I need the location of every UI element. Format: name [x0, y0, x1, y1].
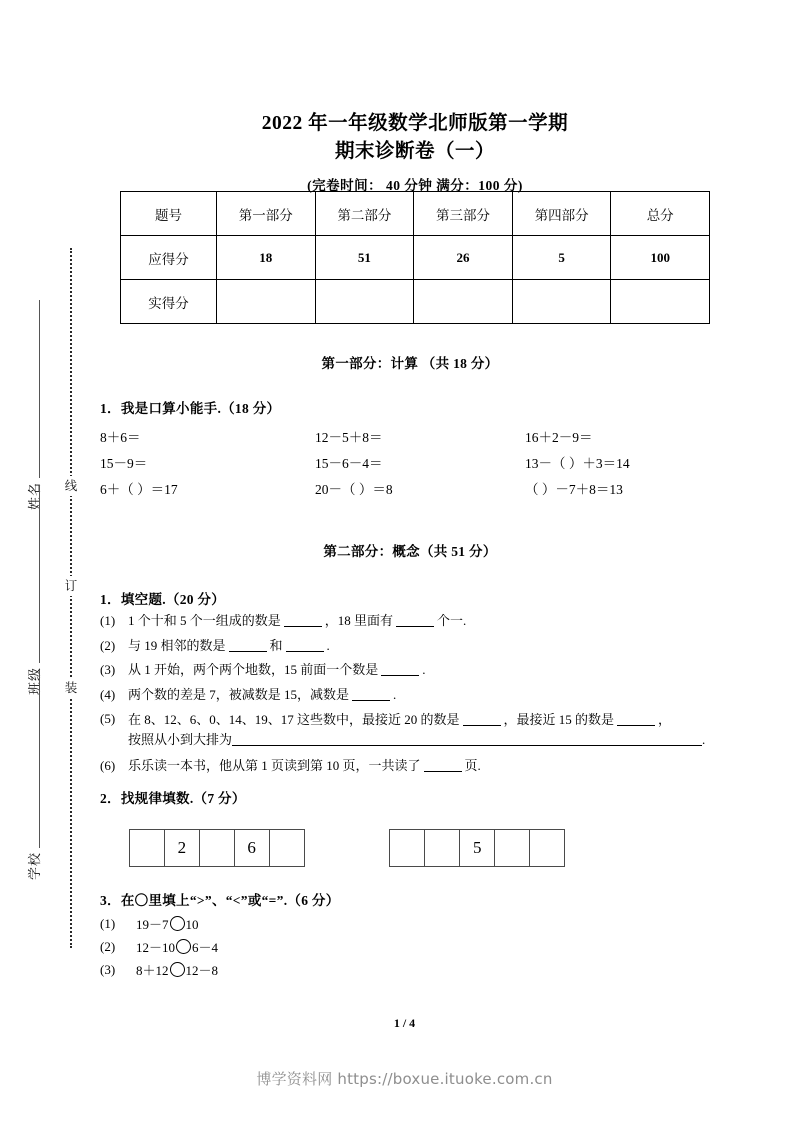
item-body [128, 637, 725, 655]
actual-score-total[interactable] [611, 280, 710, 324]
list-item [100, 710, 725, 750]
list-item [100, 686, 725, 704]
item-index: (6) [100, 757, 116, 773]
pattern-cell[interactable]: 6 [234, 829, 270, 867]
calc-item: 8＋6＝ [100, 430, 141, 445]
item-index: (5) [100, 711, 116, 726]
score-table-col-1: 第一部分 [217, 192, 316, 236]
calc-item: 12－5＋8＝ [315, 430, 383, 445]
q3-heading: 2．找规律填数.（7 分） [100, 791, 246, 806]
student-name-field[interactable] [24, 300, 43, 510]
answer-blank[interactable] [463, 712, 501, 726]
pattern-cell[interactable] [424, 829, 460, 867]
calc-item: 20－（ ）＝8 [315, 482, 393, 497]
item-body [128, 661, 725, 679]
comparison-circle[interactable] [176, 939, 191, 954]
actual-score-1[interactable] [217, 280, 316, 324]
expected-score-4: 5 [512, 236, 611, 280]
q1-calculation-grid [100, 423, 720, 501]
list-item [100, 912, 218, 935]
q4-comparison-list [100, 912, 218, 981]
item-text: . [326, 637, 330, 653]
comparison-circle[interactable] [170, 962, 185, 977]
calc-row [100, 423, 720, 449]
calc-item: 15－9＝ [100, 456, 148, 471]
item-body [136, 937, 218, 956]
item-text: 1 个十和 5 个一组成的数是 [128, 613, 281, 628]
compare-left: 8＋12 [136, 963, 169, 978]
calc-item: 15－6－4＝ [315, 456, 383, 471]
item-text: 按照从小到大排为 [128, 732, 233, 747]
score-table-col-total: 总分 [611, 192, 710, 236]
student-class-field[interactable] [24, 485, 43, 695]
item-text: ， [658, 712, 672, 727]
compare-left: 19－7 [136, 917, 169, 932]
pattern-cell[interactable] [129, 829, 165, 867]
item-text: . [422, 662, 426, 677]
score-table-col-4: 第四部分 [512, 192, 611, 236]
answer-blank-long[interactable] [232, 732, 702, 746]
compare-right: 12－8 [185, 963, 219, 978]
pattern-grid-gap [305, 829, 391, 867]
score-table-row-label: 题号 [121, 192, 217, 236]
compare-left: 12－10 [136, 940, 176, 955]
compare-right: 10 [185, 917, 199, 932]
item-index: (4) [100, 686, 116, 702]
page-title-line1: 2022 年一年级数学北师版第一学期 [261, 113, 569, 134]
student-school-label: 学校 [27, 851, 42, 880]
list-item [100, 958, 218, 981]
pattern-cell[interactable]: 5 [459, 829, 495, 867]
item-index: (3) [100, 662, 116, 677]
item-line-1 [128, 712, 671, 727]
calc-item: （ ）－7＋8＝13 [525, 482, 623, 497]
pattern-cell[interactable]: 2 [164, 829, 200, 867]
comparison-circle[interactable] [170, 916, 185, 931]
page-title-line2: 期末诊断卷（一） [334, 141, 495, 162]
fold-char-zhuang: 装 [61, 678, 81, 698]
calc-item: 16＋2－9＝ [525, 430, 593, 445]
pattern-grid-2 [391, 829, 566, 867]
calc-row [100, 475, 720, 501]
expected-score-total: 100 [611, 236, 710, 280]
table-row-headers [121, 192, 710, 236]
pattern-cell[interactable] [199, 829, 235, 867]
answer-blank[interactable] [617, 712, 655, 726]
expected-score-1: 18 [217, 236, 316, 280]
list-item [100, 612, 725, 630]
item-text: 从 1 开始，两个两个地数，15 前面一个数是 [128, 662, 379, 677]
student-name-rule [38, 300, 40, 478]
list-item [100, 757, 725, 775]
q3-pattern-grids [130, 829, 565, 867]
part2-section-header: 第二部分：概念（共 51 分） [323, 544, 497, 559]
page-number: 1 / 4 [393, 1016, 416, 1030]
actual-score-3[interactable] [414, 280, 513, 324]
answer-blank[interactable] [396, 613, 434, 627]
score-table [120, 191, 710, 324]
item-index: (2) [100, 637, 116, 653]
margin-student-fields [24, 250, 70, 880]
item-body [128, 757, 725, 775]
item-text: . [702, 732, 706, 747]
item-line-2 [128, 730, 725, 750]
student-class-rule [38, 485, 40, 663]
item-text: . [393, 686, 397, 702]
pattern-grid-1 [130, 829, 305, 867]
answer-blank[interactable] [352, 687, 390, 701]
item-body [136, 960, 218, 979]
fold-char-ding: 订 [61, 576, 81, 596]
item-text: ，最接近 15 的数是 [503, 712, 615, 727]
score-table-col-2: 第二部分 [315, 192, 414, 236]
document-title-block [120, 110, 710, 194]
item-body [128, 686, 725, 704]
item-index: (3) [100, 961, 116, 977]
student-school-rule [38, 670, 40, 848]
part1-section-header: 第一部分：计算 （共 18 分） [321, 356, 499, 371]
calc-item: 6＋（ ）＝17 [100, 482, 178, 497]
answer-blank[interactable] [229, 638, 267, 652]
item-body [128, 710, 725, 750]
item-text: 两个数的差是 7，被减数是 15，减数是 [128, 686, 350, 702]
student-school-field[interactable] [24, 670, 43, 880]
item-index: (1) [100, 613, 116, 628]
actual-score-2[interactable] [315, 280, 414, 324]
fold-char-xian: 线 [61, 476, 81, 496]
student-name-label: 姓名 [27, 481, 42, 510]
item-text: 和 [269, 637, 283, 653]
list-item [100, 637, 725, 655]
answer-blank[interactable] [424, 758, 462, 772]
item-body [136, 914, 199, 933]
item-index: (2) [100, 938, 116, 954]
item-text: 乐乐读一本书，他从第 1 页读到第 10 页，一共读了 [128, 757, 421, 773]
answer-blank[interactable] [286, 638, 324, 652]
expected-score-3: 26 [414, 236, 513, 280]
calc-row [100, 449, 720, 475]
item-text: ，18 里面有 [324, 613, 394, 628]
pattern-cell[interactable] [494, 829, 530, 867]
item-text: 个一. [437, 613, 467, 628]
item-text: 与 19 相邻的数是 [128, 637, 226, 653]
pattern-cell[interactable] [269, 829, 305, 867]
q4-heading: 3．在〇里填上“>”、“<”或“=”.（6 分） [100, 893, 340, 908]
pattern-cell[interactable] [529, 829, 565, 867]
item-text: 在 8、12、6、0、14、19、17 这些数中，最接近 20 的数是 [128, 712, 460, 727]
watermark-text: 博学资料网 https://boxue.ituoke.com.cn [256, 1070, 553, 1088]
student-class-label: 班级 [27, 666, 42, 695]
calc-item: 13－（ ）＋3＝14 [525, 456, 630, 471]
item-text: 页. [464, 757, 481, 773]
actual-row-label: 实得分 [121, 280, 217, 324]
q2-fill-in-blank-list [100, 612, 725, 781]
actual-score-4[interactable] [512, 280, 611, 324]
exam-meta-subtitle: (完卷时间： 40 分钟 满分：100 分) [307, 178, 523, 193]
answer-blank[interactable] [284, 613, 322, 627]
score-table-col-3: 第三部分 [414, 192, 513, 236]
pattern-cell[interactable] [389, 829, 425, 867]
fold-dotted-line [70, 248, 72, 948]
list-item [100, 935, 218, 958]
q1-heading: 1．我是口算小能手.（18 分） [100, 401, 281, 416]
expected-score-2: 51 [315, 236, 414, 280]
item-body [128, 612, 725, 630]
compare-right: 6－4 [192, 940, 219, 955]
q2-heading: 1．填空题.（20 分） [100, 592, 226, 607]
list-item [100, 661, 725, 679]
answer-blank[interactable] [381, 662, 419, 676]
table-row-expected [121, 236, 710, 280]
expected-row-label: 应得分 [121, 236, 217, 280]
item-index: (1) [100, 915, 116, 931]
table-row-actual [121, 280, 710, 324]
